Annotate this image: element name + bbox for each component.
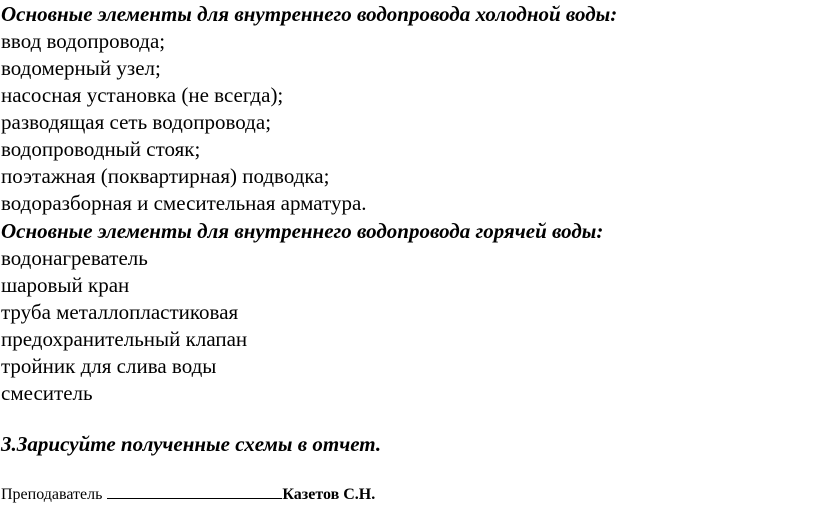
cold-water-heading: Основные элементы для внутреннего водопровода холодной воды:	[1, 2, 618, 26]
hot-water-heading: Основные элементы для внутреннего водопровода горячей воды:	[1, 219, 604, 243]
cold-water-item: водопроводный стояк;	[1, 137, 201, 161]
cold-water-item: водоразборная и смесительная арматура.	[1, 191, 367, 215]
cold-water-item: насосная установка (не всегда);	[1, 83, 284, 107]
cold-water-item: разводящая сеть водопровода;	[1, 110, 272, 134]
hot-water-item: труба металлопластиковая	[1, 300, 239, 324]
hot-water-item: предохранительный клапан	[1, 327, 248, 351]
cold-water-item: поэтажная (поквартирная) подводка;	[1, 164, 330, 188]
hot-water-item: шаровый кран	[1, 273, 130, 297]
signature-blank	[107, 484, 282, 499]
signature-line	[1, 484, 375, 505]
cold-water-item: водомерный узел;	[1, 56, 161, 80]
teacher-name: Казетов С.Н.	[282, 486, 376, 503]
cold-water-item: ввод водопровода;	[1, 29, 166, 53]
hot-water-item: тройник для слива воды	[1, 354, 217, 378]
hot-water-item: смеситель	[1, 381, 93, 405]
task-instruction: 3.Зарисуйте полученные схемы в отчет.	[1, 432, 382, 456]
hot-water-item: водонагреватель	[1, 246, 148, 270]
signature-label: Преподаватель	[1, 486, 103, 503]
